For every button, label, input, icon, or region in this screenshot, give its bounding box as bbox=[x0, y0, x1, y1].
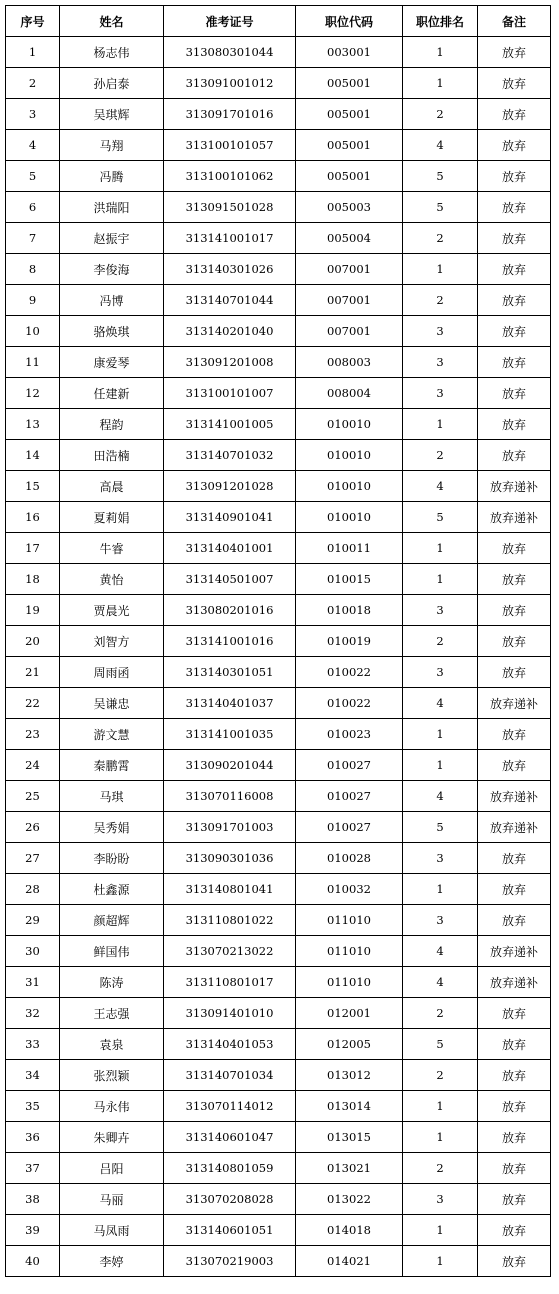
position-code-cell: 010023 bbox=[296, 719, 403, 750]
index-cell: 24 bbox=[6, 750, 60, 781]
header-index: 序号 bbox=[6, 6, 60, 37]
remark-cell: 放弃 bbox=[478, 1122, 551, 1153]
remark-cell: 放弃 bbox=[478, 161, 551, 192]
index-cell: 32 bbox=[6, 998, 60, 1029]
position-rank-cell: 4 bbox=[403, 936, 478, 967]
header-name: 姓名 bbox=[60, 6, 164, 37]
position-code-cell: 012001 bbox=[296, 998, 403, 1029]
table-row bbox=[6, 936, 551, 967]
position-code-cell: 003001 bbox=[296, 37, 403, 68]
exam-number-cell: 313100101062 bbox=[164, 161, 296, 192]
name-cell: 袁泉 bbox=[60, 1029, 164, 1060]
index-cell: 8 bbox=[6, 254, 60, 285]
remark-cell: 放弃 bbox=[478, 1215, 551, 1246]
name-cell: 朱卿卉 bbox=[60, 1122, 164, 1153]
table-row bbox=[6, 657, 551, 688]
index-cell: 14 bbox=[6, 440, 60, 471]
table-row bbox=[6, 1246, 551, 1277]
exam-number-cell: 313140401037 bbox=[164, 688, 296, 719]
table-body bbox=[6, 37, 551, 1277]
exam-number-cell: 313140801059 bbox=[164, 1153, 296, 1184]
remark-cell: 放弃 bbox=[478, 595, 551, 626]
name-cell: 王志强 bbox=[60, 998, 164, 1029]
index-cell: 17 bbox=[6, 533, 60, 564]
index-cell: 21 bbox=[6, 657, 60, 688]
exam-number-cell: 313140701032 bbox=[164, 440, 296, 471]
table-row bbox=[6, 68, 551, 99]
position-rank-cell: 2 bbox=[403, 285, 478, 316]
table-row bbox=[6, 564, 551, 595]
remark-cell: 放弃 bbox=[478, 378, 551, 409]
remark-cell: 放弃 bbox=[478, 719, 551, 750]
table-row bbox=[6, 1184, 551, 1215]
index-cell: 34 bbox=[6, 1060, 60, 1091]
position-code-cell: 010010 bbox=[296, 471, 403, 502]
name-cell: 吴秀娟 bbox=[60, 812, 164, 843]
position-rank-cell: 1 bbox=[403, 1246, 478, 1277]
table-row bbox=[6, 688, 551, 719]
remark-cell: 放弃递补 bbox=[478, 471, 551, 502]
remark-cell: 放弃 bbox=[478, 657, 551, 688]
position-rank-cell: 3 bbox=[403, 1184, 478, 1215]
table-row bbox=[6, 99, 551, 130]
index-cell: 7 bbox=[6, 223, 60, 254]
name-cell: 马琪 bbox=[60, 781, 164, 812]
position-code-cell: 010010 bbox=[296, 502, 403, 533]
table-row bbox=[6, 1215, 551, 1246]
exam-number-cell: 313140801041 bbox=[164, 874, 296, 905]
position-rank-cell: 2 bbox=[403, 99, 478, 130]
name-cell: 冯博 bbox=[60, 285, 164, 316]
remark-cell: 放弃递补 bbox=[478, 688, 551, 719]
name-cell: 李盼盼 bbox=[60, 843, 164, 874]
position-code-cell: 011010 bbox=[296, 936, 403, 967]
index-cell: 6 bbox=[6, 192, 60, 223]
exam-number-cell: 313070219003 bbox=[164, 1246, 296, 1277]
position-code-cell: 010027 bbox=[296, 812, 403, 843]
position-code-cell: 005003 bbox=[296, 192, 403, 223]
name-cell: 李俊海 bbox=[60, 254, 164, 285]
remark-cell: 放弃 bbox=[478, 1029, 551, 1060]
name-cell: 马丽 bbox=[60, 1184, 164, 1215]
index-cell: 37 bbox=[6, 1153, 60, 1184]
exam-number-cell: 313080201016 bbox=[164, 595, 296, 626]
table-row bbox=[6, 130, 551, 161]
exam-number-cell: 313100101007 bbox=[164, 378, 296, 409]
exam-number-cell: 313140701044 bbox=[164, 285, 296, 316]
position-rank-cell: 2 bbox=[403, 1060, 478, 1091]
position-rank-cell: 1 bbox=[403, 564, 478, 595]
table-row bbox=[6, 409, 551, 440]
position-code-cell: 013014 bbox=[296, 1091, 403, 1122]
exam-number-cell: 313091201008 bbox=[164, 347, 296, 378]
position-rank-cell: 5 bbox=[403, 812, 478, 843]
name-cell: 陈涛 bbox=[60, 967, 164, 998]
name-cell: 高晨 bbox=[60, 471, 164, 502]
table-row bbox=[6, 595, 551, 626]
position-code-cell: 008004 bbox=[296, 378, 403, 409]
remark-cell: 放弃 bbox=[478, 440, 551, 471]
remark-cell: 放弃 bbox=[478, 130, 551, 161]
position-rank-cell: 1 bbox=[403, 533, 478, 564]
index-cell: 35 bbox=[6, 1091, 60, 1122]
remark-cell: 放弃 bbox=[478, 1060, 551, 1091]
position-code-cell: 010028 bbox=[296, 843, 403, 874]
remark-cell: 放弃 bbox=[478, 347, 551, 378]
position-rank-cell: 3 bbox=[403, 843, 478, 874]
exam-number-cell: 313140601051 bbox=[164, 1215, 296, 1246]
exam-number-cell: 313091401010 bbox=[164, 998, 296, 1029]
remark-cell: 放弃 bbox=[478, 37, 551, 68]
index-cell: 40 bbox=[6, 1246, 60, 1277]
remark-cell: 放弃 bbox=[478, 409, 551, 440]
position-rank-cell: 1 bbox=[403, 1122, 478, 1153]
position-rank-cell: 3 bbox=[403, 595, 478, 626]
position-code-cell: 005001 bbox=[296, 68, 403, 99]
index-cell: 23 bbox=[6, 719, 60, 750]
position-code-cell: 007001 bbox=[296, 316, 403, 347]
position-rank-cell: 2 bbox=[403, 998, 478, 1029]
position-code-cell: 005001 bbox=[296, 161, 403, 192]
header-position-rank: 职位排名 bbox=[403, 6, 478, 37]
index-cell: 27 bbox=[6, 843, 60, 874]
index-cell: 9 bbox=[6, 285, 60, 316]
exam-number-cell: 313140901041 bbox=[164, 502, 296, 533]
position-code-cell: 005001 bbox=[296, 130, 403, 161]
position-code-cell: 008003 bbox=[296, 347, 403, 378]
position-code-cell: 012005 bbox=[296, 1029, 403, 1060]
position-rank-cell: 1 bbox=[403, 1091, 478, 1122]
exam-number-cell: 313140701034 bbox=[164, 1060, 296, 1091]
name-cell: 康爱琴 bbox=[60, 347, 164, 378]
name-cell: 牛睿 bbox=[60, 533, 164, 564]
exam-number-cell: 313090301036 bbox=[164, 843, 296, 874]
remark-cell: 放弃 bbox=[478, 1184, 551, 1215]
position-rank-cell: 4 bbox=[403, 967, 478, 998]
index-cell: 2 bbox=[6, 68, 60, 99]
position-code-cell: 005004 bbox=[296, 223, 403, 254]
remark-cell: 放弃 bbox=[478, 905, 551, 936]
position-code-cell: 010022 bbox=[296, 657, 403, 688]
position-rank-cell: 1 bbox=[403, 750, 478, 781]
position-code-cell: 011010 bbox=[296, 967, 403, 998]
index-cell: 18 bbox=[6, 564, 60, 595]
position-rank-cell: 5 bbox=[403, 1029, 478, 1060]
table-row bbox=[6, 37, 551, 68]
position-code-cell: 010010 bbox=[296, 409, 403, 440]
remark-cell: 放弃 bbox=[478, 843, 551, 874]
exam-number-cell: 313091001012 bbox=[164, 68, 296, 99]
position-rank-cell: 3 bbox=[403, 316, 478, 347]
exam-number-cell: 313141001035 bbox=[164, 719, 296, 750]
exam-number-cell: 313140601047 bbox=[164, 1122, 296, 1153]
index-cell: 33 bbox=[6, 1029, 60, 1060]
index-cell: 31 bbox=[6, 967, 60, 998]
index-cell: 30 bbox=[6, 936, 60, 967]
name-cell: 田浩楠 bbox=[60, 440, 164, 471]
table-row bbox=[6, 285, 551, 316]
position-code-cell: 010019 bbox=[296, 626, 403, 657]
name-cell: 孙启泰 bbox=[60, 68, 164, 99]
index-cell: 28 bbox=[6, 874, 60, 905]
position-rank-cell: 1 bbox=[403, 1215, 478, 1246]
name-cell: 贾晨光 bbox=[60, 595, 164, 626]
position-code-cell: 013022 bbox=[296, 1184, 403, 1215]
index-cell: 12 bbox=[6, 378, 60, 409]
index-cell: 10 bbox=[6, 316, 60, 347]
remark-cell: 放弃 bbox=[478, 99, 551, 130]
remark-cell: 放弃 bbox=[478, 1091, 551, 1122]
position-rank-cell: 5 bbox=[403, 161, 478, 192]
exam-number-cell: 313141001005 bbox=[164, 409, 296, 440]
exam-number-cell: 313070208028 bbox=[164, 1184, 296, 1215]
index-cell: 5 bbox=[6, 161, 60, 192]
table-row bbox=[6, 347, 551, 378]
position-rank-cell: 4 bbox=[403, 130, 478, 161]
name-cell: 夏莉娟 bbox=[60, 502, 164, 533]
name-cell: 赵振宇 bbox=[60, 223, 164, 254]
position-code-cell: 010022 bbox=[296, 688, 403, 719]
exam-number-cell: 313091701016 bbox=[164, 99, 296, 130]
table-row bbox=[6, 254, 551, 285]
position-code-cell: 014021 bbox=[296, 1246, 403, 1277]
index-cell: 22 bbox=[6, 688, 60, 719]
exam-number-cell: 313141001016 bbox=[164, 626, 296, 657]
name-cell: 马翔 bbox=[60, 130, 164, 161]
position-rank-cell: 1 bbox=[403, 409, 478, 440]
table-row bbox=[6, 750, 551, 781]
position-code-cell: 010011 bbox=[296, 533, 403, 564]
position-code-cell: 010010 bbox=[296, 440, 403, 471]
exam-number-cell: 313110801017 bbox=[164, 967, 296, 998]
table-row bbox=[6, 161, 551, 192]
remark-cell: 放弃 bbox=[478, 192, 551, 223]
exam-number-cell: 313140201040 bbox=[164, 316, 296, 347]
name-cell: 骆焕琪 bbox=[60, 316, 164, 347]
table-row bbox=[6, 1029, 551, 1060]
exam-number-cell: 313070213022 bbox=[164, 936, 296, 967]
index-cell: 19 bbox=[6, 595, 60, 626]
index-cell: 16 bbox=[6, 502, 60, 533]
table-row bbox=[6, 719, 551, 750]
name-cell: 马凤雨 bbox=[60, 1215, 164, 1246]
table-row bbox=[6, 967, 551, 998]
table-row bbox=[6, 874, 551, 905]
name-cell: 吴谦忠 bbox=[60, 688, 164, 719]
name-cell: 冯腾 bbox=[60, 161, 164, 192]
name-cell: 任建新 bbox=[60, 378, 164, 409]
index-cell: 11 bbox=[6, 347, 60, 378]
table-row bbox=[6, 1122, 551, 1153]
remark-cell: 放弃 bbox=[478, 564, 551, 595]
table-row bbox=[6, 440, 551, 471]
remark-cell: 放弃 bbox=[478, 1246, 551, 1277]
remark-cell: 放弃递补 bbox=[478, 502, 551, 533]
position-code-cell: 007001 bbox=[296, 254, 403, 285]
table-row bbox=[6, 502, 551, 533]
header-remark: 备注 bbox=[478, 6, 551, 37]
position-rank-cell: 2 bbox=[403, 440, 478, 471]
exam-number-cell: 313070114012 bbox=[164, 1091, 296, 1122]
table-row bbox=[6, 192, 551, 223]
exam-number-cell: 313140301051 bbox=[164, 657, 296, 688]
name-cell: 鲜国伟 bbox=[60, 936, 164, 967]
index-cell: 4 bbox=[6, 130, 60, 161]
position-rank-cell: 2 bbox=[403, 626, 478, 657]
table-row bbox=[6, 1091, 551, 1122]
name-cell: 颜超辉 bbox=[60, 905, 164, 936]
position-rank-cell: 1 bbox=[403, 68, 478, 99]
position-code-cell: 013012 bbox=[296, 1060, 403, 1091]
remark-cell: 放弃递补 bbox=[478, 812, 551, 843]
position-code-cell: 010032 bbox=[296, 874, 403, 905]
position-rank-cell: 1 bbox=[403, 719, 478, 750]
exam-number-cell: 313141001017 bbox=[164, 223, 296, 254]
position-code-cell: 010018 bbox=[296, 595, 403, 626]
remark-cell: 放弃 bbox=[478, 874, 551, 905]
position-rank-cell: 2 bbox=[403, 223, 478, 254]
table-row bbox=[6, 1153, 551, 1184]
index-cell: 20 bbox=[6, 626, 60, 657]
name-cell: 吴琪辉 bbox=[60, 99, 164, 130]
name-cell: 黄怡 bbox=[60, 564, 164, 595]
table-row bbox=[6, 843, 551, 874]
remark-cell: 放弃 bbox=[478, 533, 551, 564]
position-rank-cell: 3 bbox=[403, 657, 478, 688]
position-rank-cell: 2 bbox=[403, 1153, 478, 1184]
name-cell: 刘智方 bbox=[60, 626, 164, 657]
index-cell: 25 bbox=[6, 781, 60, 812]
header-position-code: 职位代码 bbox=[296, 6, 403, 37]
index-cell: 26 bbox=[6, 812, 60, 843]
table-row bbox=[6, 998, 551, 1029]
table-row bbox=[6, 905, 551, 936]
exam-number-cell: 313091201028 bbox=[164, 471, 296, 502]
remark-cell: 放弃 bbox=[478, 1153, 551, 1184]
exam-number-cell: 313140401001 bbox=[164, 533, 296, 564]
table-row bbox=[6, 223, 551, 254]
position-code-cell: 005001 bbox=[296, 99, 403, 130]
remark-cell: 放弃递补 bbox=[478, 781, 551, 812]
index-cell: 38 bbox=[6, 1184, 60, 1215]
name-cell: 马永伟 bbox=[60, 1091, 164, 1122]
position-code-cell: 007001 bbox=[296, 285, 403, 316]
exam-number-cell: 313140401053 bbox=[164, 1029, 296, 1060]
remark-cell: 放弃 bbox=[478, 316, 551, 347]
remark-cell: 放弃 bbox=[478, 750, 551, 781]
exam-number-cell: 313091701003 bbox=[164, 812, 296, 843]
index-cell: 13 bbox=[6, 409, 60, 440]
remark-cell: 放弃 bbox=[478, 68, 551, 99]
position-rank-cell: 4 bbox=[403, 688, 478, 719]
exam-number-cell: 313091501028 bbox=[164, 192, 296, 223]
name-cell: 周雨函 bbox=[60, 657, 164, 688]
position-rank-cell: 1 bbox=[403, 37, 478, 68]
position-rank-cell: 3 bbox=[403, 905, 478, 936]
position-rank-cell: 3 bbox=[403, 378, 478, 409]
withdrawal-table bbox=[5, 5, 551, 1277]
name-cell: 游文慧 bbox=[60, 719, 164, 750]
name-cell: 李婷 bbox=[60, 1246, 164, 1277]
name-cell: 张烈颖 bbox=[60, 1060, 164, 1091]
exam-number-cell: 313090201044 bbox=[164, 750, 296, 781]
header-exam-number: 准考证号 bbox=[164, 6, 296, 37]
position-rank-cell: 4 bbox=[403, 781, 478, 812]
header-row bbox=[6, 6, 551, 37]
exam-number-cell: 313140301026 bbox=[164, 254, 296, 285]
table-row bbox=[6, 533, 551, 564]
name-cell: 程韵 bbox=[60, 409, 164, 440]
exam-number-cell: 313080301044 bbox=[164, 37, 296, 68]
table-row bbox=[6, 316, 551, 347]
remark-cell: 放弃 bbox=[478, 626, 551, 657]
exam-number-cell: 313070116008 bbox=[164, 781, 296, 812]
table-row bbox=[6, 1060, 551, 1091]
position-code-cell: 010015 bbox=[296, 564, 403, 595]
table-row bbox=[6, 812, 551, 843]
table-row bbox=[6, 781, 551, 812]
remark-cell: 放弃 bbox=[478, 254, 551, 285]
table-row bbox=[6, 378, 551, 409]
index-cell: 3 bbox=[6, 99, 60, 130]
remark-cell: 放弃递补 bbox=[478, 936, 551, 967]
position-rank-cell: 4 bbox=[403, 471, 478, 502]
position-code-cell: 011010 bbox=[296, 905, 403, 936]
exam-number-cell: 313140501007 bbox=[164, 564, 296, 595]
remark-cell: 放弃 bbox=[478, 998, 551, 1029]
remark-cell: 放弃 bbox=[478, 223, 551, 254]
position-rank-cell: 3 bbox=[403, 347, 478, 378]
remark-cell: 放弃 bbox=[478, 285, 551, 316]
exam-number-cell: 313110801022 bbox=[164, 905, 296, 936]
position-code-cell: 014018 bbox=[296, 1215, 403, 1246]
position-rank-cell: 5 bbox=[403, 192, 478, 223]
position-rank-cell: 1 bbox=[403, 874, 478, 905]
index-cell: 36 bbox=[6, 1122, 60, 1153]
name-cell: 杜鑫源 bbox=[60, 874, 164, 905]
name-cell: 洪瑞阳 bbox=[60, 192, 164, 223]
index-cell: 39 bbox=[6, 1215, 60, 1246]
table-row bbox=[6, 626, 551, 657]
name-cell: 秦鹏霄 bbox=[60, 750, 164, 781]
remark-cell: 放弃递补 bbox=[478, 967, 551, 998]
position-code-cell: 010027 bbox=[296, 750, 403, 781]
position-rank-cell: 5 bbox=[403, 502, 478, 533]
index-cell: 1 bbox=[6, 37, 60, 68]
name-cell: 吕阳 bbox=[60, 1153, 164, 1184]
position-code-cell: 013015 bbox=[296, 1122, 403, 1153]
table-row bbox=[6, 471, 551, 502]
position-code-cell: 010027 bbox=[296, 781, 403, 812]
name-cell: 杨志伟 bbox=[60, 37, 164, 68]
position-code-cell: 013021 bbox=[296, 1153, 403, 1184]
index-cell: 29 bbox=[6, 905, 60, 936]
position-rank-cell: 1 bbox=[403, 254, 478, 285]
exam-number-cell: 313100101057 bbox=[164, 130, 296, 161]
index-cell: 15 bbox=[6, 471, 60, 502]
